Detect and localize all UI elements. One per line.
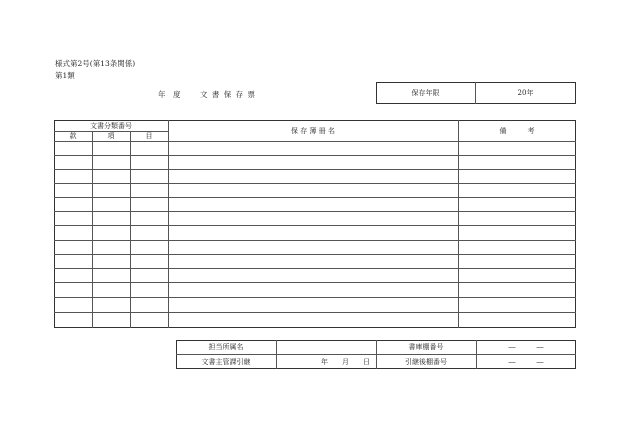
form-category: 第1類 bbox=[55, 71, 75, 80]
header-bottom-line bbox=[54, 141, 576, 142]
row-line bbox=[54, 312, 576, 313]
archive-shelf-label: 書庫棚番号 bbox=[408, 343, 444, 351]
col-ledger-header: 保 存 簿 冊 名 bbox=[291, 126, 335, 135]
retention-label: 保存年限 bbox=[411, 89, 440, 97]
row-line bbox=[54, 282, 576, 283]
col-kou-header: 項 bbox=[107, 132, 115, 140]
department-label: 担当所属名 bbox=[208, 343, 244, 351]
after-shelf-label: 引継後棚番号 bbox=[405, 357, 447, 366]
row-line bbox=[54, 225, 576, 226]
col-moku-header: 目 bbox=[145, 132, 153, 140]
transfer-date: 年 月 日 bbox=[321, 357, 370, 366]
retention-value: 20年 bbox=[517, 89, 534, 97]
classification-header: 文書分類番号 bbox=[90, 121, 132, 130]
row-line bbox=[54, 155, 576, 156]
row-line bbox=[54, 254, 576, 255]
row-line bbox=[54, 197, 576, 198]
col-remarks-header: 備 考 bbox=[499, 126, 535, 135]
row-line bbox=[54, 211, 576, 212]
form-number: 様式第2号(第13条関係) bbox=[55, 59, 136, 68]
after-shelf-value: ― ― bbox=[508, 357, 544, 366]
row-line bbox=[54, 169, 576, 170]
transfer-label: 文書主管課引継 bbox=[201, 357, 251, 366]
department-value bbox=[276, 340, 376, 354]
archive-shelf-value: ― ― bbox=[508, 343, 544, 351]
col-kan-header: 款 bbox=[69, 132, 77, 140]
col-divider-kan bbox=[92, 131, 93, 328]
row-line bbox=[54, 268, 576, 269]
fiscal-year-label: 年 度 bbox=[158, 90, 181, 99]
row-line bbox=[54, 183, 576, 184]
row-line bbox=[54, 240, 576, 241]
row-line bbox=[54, 297, 576, 298]
document-title: 文 書 保 存 票 bbox=[200, 90, 257, 99]
col-divider-kou bbox=[130, 131, 131, 328]
